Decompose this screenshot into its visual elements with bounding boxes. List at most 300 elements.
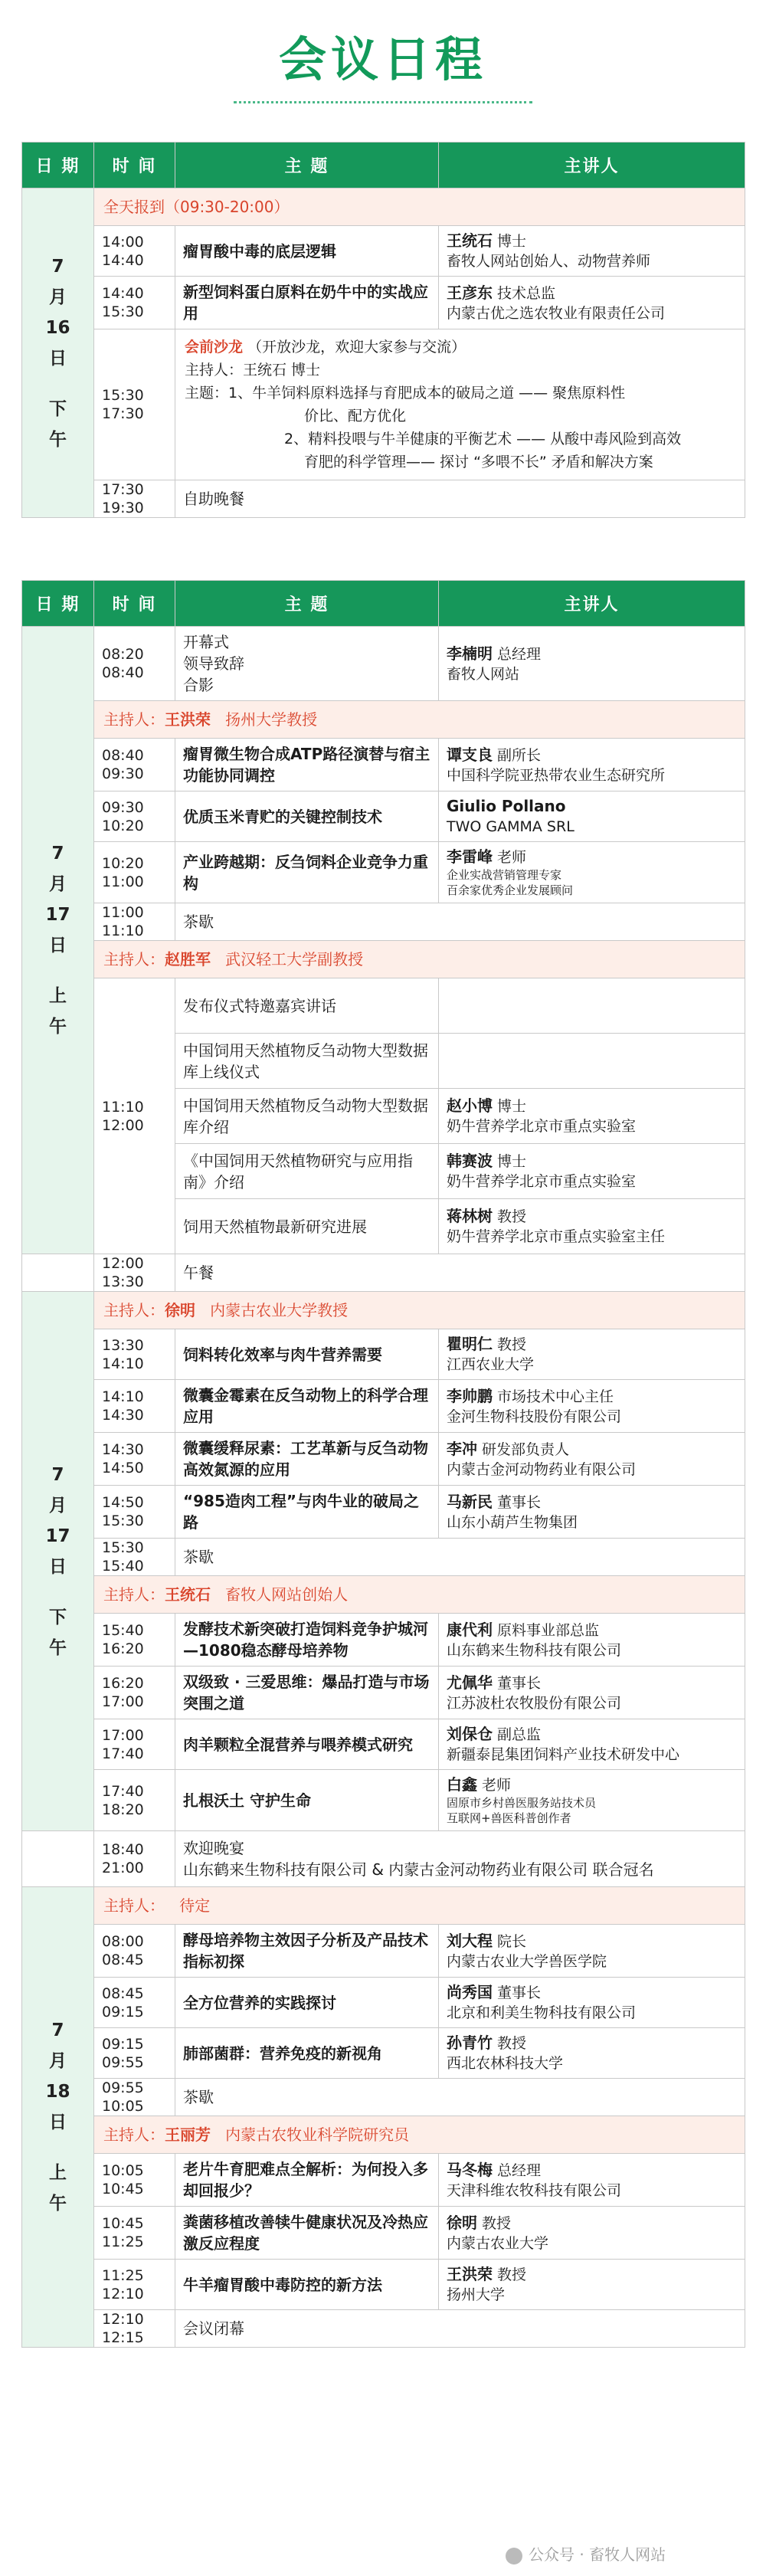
speaker-name: 李冲 xyxy=(447,1439,477,1458)
speaker-cell xyxy=(439,2028,745,2079)
table-row xyxy=(22,1614,745,1667)
time-start: 08:45 xyxy=(102,1984,144,2002)
time-cell xyxy=(94,277,175,329)
time-end: 09:55 xyxy=(102,2053,144,2071)
day-cell xyxy=(22,188,94,518)
time-cell xyxy=(94,2260,175,2310)
host-row xyxy=(22,2116,745,2154)
host-org: 武汉轻工大学副教授 xyxy=(225,950,364,968)
topic-cell: 中国饲用天然植物反刍动物大型数据库上线仪式 xyxy=(175,1034,439,1089)
speaker-name: 马新民 xyxy=(447,1492,493,1511)
speaker-org: 奶牛营养学北京市重点实验室主任 xyxy=(447,1228,666,1245)
topic-cell: 瘤胃微生物合成ATP路径演替与宿主功能协同调控 xyxy=(175,739,439,791)
time-end: 17:00 xyxy=(102,1693,144,1710)
time-start: 09:55 xyxy=(102,2079,144,2096)
speaker-role: 教授 xyxy=(497,1208,527,1225)
table-row xyxy=(22,480,745,518)
table-row xyxy=(22,842,745,903)
allday-row xyxy=(22,188,745,226)
time-end: 09:15 xyxy=(102,2003,144,2020)
time-end: 21:00 xyxy=(102,1860,144,1876)
time-cell xyxy=(94,739,175,791)
day-char: 上 xyxy=(49,986,67,1006)
speaker-role: 院长 xyxy=(497,1932,527,1950)
table-row xyxy=(22,1667,745,1719)
topic-cell: 肉羊颗粒全混营养与喂养模式研究 xyxy=(175,1719,439,1770)
host-org: 扬州大学教授 xyxy=(225,710,318,729)
header-time: 时 间 xyxy=(94,143,175,188)
topic-cell: 发布仪式特邀嘉宾讲话 xyxy=(175,978,439,1034)
day-char: 上 xyxy=(49,2163,67,2183)
time-start: 15:30 xyxy=(102,387,144,404)
speaker-cell xyxy=(439,1089,745,1144)
speaker-name: Giulio Pollano xyxy=(447,797,566,815)
day-char: 下 xyxy=(49,398,67,419)
speaker-name: 康代利 xyxy=(447,1620,493,1639)
speaker-org: 内蒙古金河动物药业有限公司 xyxy=(447,1460,637,1478)
speaker-org-2: 互联网+兽医科普创作者 xyxy=(447,1811,571,1825)
time-start: 17:30 xyxy=(102,481,144,498)
table-row xyxy=(22,1978,745,2028)
speaker-name: 白鑫 xyxy=(447,1775,477,1794)
time-end: 11:00 xyxy=(102,873,144,890)
time-start: 14:10 xyxy=(102,1388,144,1405)
speaker-name: 王彦东 xyxy=(447,283,493,302)
table-row xyxy=(22,791,745,842)
speaker-org: 山东鹤来生物科技有限公司 xyxy=(447,1641,622,1659)
time-end: 14:10 xyxy=(102,1355,144,1372)
speaker-org: 内蒙古农业大学 xyxy=(447,2234,549,2252)
host-row xyxy=(22,701,745,739)
speaker-role: 总经理 xyxy=(497,645,542,663)
speaker-role: 董事长 xyxy=(497,1984,542,2001)
day-char: 午 xyxy=(49,1017,67,1037)
topic-cell: 发酵技术新突破打造饲料竞争护城河—1080稳态酵母培养物 xyxy=(175,1614,439,1667)
day-char: 7 xyxy=(51,2020,64,2040)
topic-cell: 酵母培养物主效因子分析及产品技术指标初探 xyxy=(175,1925,439,1978)
speaker-role: 教授 xyxy=(497,2035,527,2052)
host-org: 待定 xyxy=(179,1896,211,1915)
day-char: 7 xyxy=(51,256,64,277)
topic-cell: 双级致 · 三爱思维：爆品打造与市场突围之道 xyxy=(175,1667,439,1719)
speaker-org: 江苏波杜农牧股份有限公司 xyxy=(447,1694,622,1712)
time-start: 09:15 xyxy=(102,2035,144,2053)
host-name: 赵胜军 xyxy=(165,950,211,968)
speaker-cell xyxy=(439,2260,745,2310)
time-start: 17:40 xyxy=(102,1782,144,1800)
salon-cell xyxy=(175,329,745,480)
time-cell xyxy=(94,627,175,701)
speaker-cell xyxy=(439,1380,745,1433)
speaker-role: 原料事业部总监 xyxy=(497,1621,600,1639)
host-row xyxy=(22,1887,745,1925)
day-char: 18 xyxy=(45,2082,70,2102)
time-cell xyxy=(94,1329,175,1380)
speaker-name: 王统石 xyxy=(447,231,493,250)
title-divider xyxy=(234,101,532,103)
table-row xyxy=(22,2154,745,2207)
day-char: 日 xyxy=(49,348,67,369)
banquet-sponsor: 山东鹤来生物科技有限公司 & 内蒙古金河动物药业有限公司 联合冠名 xyxy=(183,1860,654,1879)
speaker-cell xyxy=(439,1199,745,1254)
speaker-org: 天津科维农牧科技有限公司 xyxy=(447,2181,622,2199)
time-start: 14:00 xyxy=(102,233,144,251)
topic-cell: 全方位营养的实践探讨 xyxy=(175,1978,439,2028)
table-row xyxy=(22,1770,745,1831)
banquet-row xyxy=(22,1831,745,1887)
time-cell xyxy=(94,1925,175,1978)
host-name: 王统石 xyxy=(165,1585,211,1604)
speaker-role: 研发部负责人 xyxy=(482,1440,570,1458)
speaker-cell xyxy=(439,1667,745,1719)
speaker-org: 扬州大学 xyxy=(447,2286,506,2303)
time-cell xyxy=(94,791,175,842)
speaker-org: 内蒙古农业大学兽医学院 xyxy=(447,1952,607,1970)
opening-item: 合影 xyxy=(183,676,214,694)
table-row xyxy=(22,1486,745,1539)
speaker-org: 新疆泰昆集团饲料产业技术研发中心 xyxy=(447,1746,680,1763)
speaker-cell xyxy=(439,627,745,701)
speaker-org: 畜牧人网站创始人、动物营养师 xyxy=(447,253,651,270)
speaker-name: 刘保仓 xyxy=(447,1725,493,1743)
speaker-name: 李帅鹏 xyxy=(447,1386,493,1405)
time-cell xyxy=(94,978,175,1254)
schedule-table-day1 xyxy=(21,142,745,518)
host-org: 内蒙古农牧业科学院研究员 xyxy=(225,2125,410,2144)
host-row xyxy=(22,1576,745,1614)
watermark-text: 公众号 · 畜牧人网站 xyxy=(529,2545,666,2564)
salon-title: 会前沙龙 xyxy=(185,339,244,356)
host-label: 主持人： xyxy=(103,710,165,729)
time-cell xyxy=(94,1486,175,1539)
speaker-cell xyxy=(439,1329,745,1380)
schedule-table-day2 xyxy=(21,580,745,2348)
day-cell-empty xyxy=(22,1831,94,1887)
host-label: 主持人： xyxy=(103,950,165,968)
speaker-role: 教授 xyxy=(482,2214,512,2232)
time-start: 16:20 xyxy=(102,1675,144,1692)
table-row xyxy=(22,2260,745,2310)
day-char: 7 xyxy=(51,844,64,864)
host-cell xyxy=(94,1887,745,1925)
time-start: 12:10 xyxy=(102,2311,144,2328)
speaker-org: 中国科学院亚热带农业生态研究所 xyxy=(447,766,666,784)
speaker-name: 蒋林树 xyxy=(447,1207,493,1225)
speaker-role: 总经理 xyxy=(497,2161,542,2179)
salon-row xyxy=(22,329,745,480)
topic-cell: 新型饲料蛋白原料在奶牛中的实战应用 xyxy=(175,277,439,329)
host-cell xyxy=(94,701,745,739)
time-cell xyxy=(94,2207,175,2260)
host-label: 主持人： xyxy=(103,1896,165,1915)
speaker-role: 老师 xyxy=(497,849,527,866)
speaker-org: 金河生物科技股份有限公司 xyxy=(447,1408,622,1425)
speaker-role: 博士 xyxy=(497,1098,527,1115)
speaker-name: 谭支良 xyxy=(447,745,493,764)
host-label: 主持人： xyxy=(103,1301,165,1319)
speaker-cell xyxy=(439,842,745,903)
speaker-cell xyxy=(439,1433,745,1486)
header-day: 日 期 xyxy=(22,143,94,188)
speaker-cell xyxy=(439,978,745,1034)
time-cell xyxy=(94,1667,175,1719)
salon-line-3: 2、精料投喂与牛羊健康的平衡艺术 —— 从酸中毒风险到高效 xyxy=(284,431,682,447)
speaker-name: 尤佩华 xyxy=(447,1673,493,1692)
speaker-role: 副所长 xyxy=(497,746,542,764)
speaker-cell xyxy=(439,791,745,842)
host-org: 畜牧人网站创始人 xyxy=(225,1585,349,1604)
speaker-cell xyxy=(439,2154,745,2207)
time-start: 13:30 xyxy=(102,1336,144,1354)
time-start: 14:30 xyxy=(102,1441,144,1458)
table-row xyxy=(22,739,745,791)
speaker-role: 博士 xyxy=(497,1153,527,1170)
time-start: 11:00 xyxy=(102,904,144,921)
speaker-role: 技术总监 xyxy=(497,284,556,302)
topic-cell: 产业跨越期：反刍饲料企业竞争力重构 xyxy=(175,842,439,903)
speaker-org: 西北农林科技大学 xyxy=(447,2055,564,2072)
time-end: 11:25 xyxy=(102,2234,144,2250)
speaker-name: 王洪荣 xyxy=(447,2265,493,2283)
speaker-org: 奶牛营养学北京市重点实验室 xyxy=(447,1118,637,1135)
speaker-role: 老师 xyxy=(482,1777,512,1794)
speaker-cell xyxy=(439,1978,745,2028)
day-cell xyxy=(22,627,94,1254)
salon-line-2: 价比、配方优化 xyxy=(304,408,407,424)
speaker-cell xyxy=(439,1144,745,1199)
time-start: 11:25 xyxy=(102,2266,144,2284)
page-title: 会议日程 xyxy=(278,31,487,87)
table-row xyxy=(22,2028,745,2079)
day-cell-empty xyxy=(22,1254,94,1292)
speaker-cell xyxy=(439,1719,745,1770)
banquet-title: 欢迎晚宴 xyxy=(183,1839,244,1857)
host-cell xyxy=(94,941,745,978)
topic-cell: 微囊金霉素在反刍动物上的科学合理应用 xyxy=(175,1380,439,1433)
topic-cell: 粪菌移植改善犊牛健康状况及冷热应激反应程度 xyxy=(175,2207,439,2260)
allday-cell: 全天报到（09:30-20:00） xyxy=(94,188,745,226)
event-cell: 午餐 xyxy=(175,1254,745,1292)
day-char: 17 xyxy=(45,905,70,925)
time-start: 09:30 xyxy=(102,798,144,816)
time-start: 15:30 xyxy=(102,1539,144,1556)
time-cell xyxy=(94,903,175,941)
watermark xyxy=(506,2542,666,2565)
topic-cell: 牛羊瘤胃酸中毒防控的新方法 xyxy=(175,2260,439,2310)
speaker-role: 教授 xyxy=(497,1336,527,1353)
speaker-cell xyxy=(439,1034,745,1089)
time-start: 17:00 xyxy=(102,1726,144,1744)
host-row xyxy=(22,1292,745,1329)
day-char: 17 xyxy=(45,1526,70,1546)
header-day: 日 期 xyxy=(22,581,94,627)
time-cell xyxy=(94,329,175,480)
day-char: 午 xyxy=(49,2194,67,2214)
speaker-role: 教授 xyxy=(497,2266,527,2283)
speaker-org: 固原市乡村兽医服务站技术员 xyxy=(447,1796,597,1810)
day-char: 月 xyxy=(49,1495,67,1516)
time-start: 10:20 xyxy=(102,854,144,872)
time-start: 14:40 xyxy=(102,285,144,302)
topic-cell: 肺部菌群：营养免疫的新视角 xyxy=(175,2028,439,2079)
time-start: 14:50 xyxy=(102,1494,144,1511)
table-row xyxy=(22,1380,745,1433)
opening-row xyxy=(22,627,745,701)
host-cell xyxy=(94,1292,745,1329)
time-end: 18:20 xyxy=(102,1801,144,1818)
event-cell: 茶歇 xyxy=(175,2079,745,2116)
time-end: 17:40 xyxy=(102,1745,144,1762)
banquet-cell xyxy=(175,1831,745,1887)
time-end: 10:05 xyxy=(102,2098,144,2115)
header-topic: 主 题 xyxy=(175,143,439,188)
time-end: 09:30 xyxy=(102,765,144,782)
speaker-name: 徐明 xyxy=(447,2213,477,2232)
day-char: 7 xyxy=(51,1464,64,1485)
time-cell xyxy=(94,1380,175,1433)
time-cell xyxy=(94,1254,175,1292)
speaker-name: 李楠明 xyxy=(447,644,493,663)
table-row xyxy=(22,1719,745,1770)
host-name: 徐明 xyxy=(165,1301,195,1319)
time-end: 10:20 xyxy=(102,817,144,834)
day-char: 午 xyxy=(49,1637,67,1658)
time-cell xyxy=(94,2079,175,2116)
speaker-name: 瞿明仁 xyxy=(447,1335,493,1353)
speaker-name: 马冬梅 xyxy=(447,2160,493,2179)
speaker-cell xyxy=(439,1770,745,1831)
time-cell xyxy=(94,1719,175,1770)
launch-row xyxy=(22,978,745,1034)
time-start: 10:05 xyxy=(102,2162,144,2179)
day-char: 日 xyxy=(49,1556,67,1577)
speaker-name: 李雷峰 xyxy=(447,847,493,866)
time-start: 11:10 xyxy=(102,1098,144,1116)
opening-items xyxy=(175,627,439,701)
host-cell xyxy=(94,1576,745,1614)
host-row xyxy=(22,941,745,978)
speaker-role: 董事长 xyxy=(497,1674,542,1692)
topic-cell: 微囊缓释尿素：工艺革新与反刍动物高效氮源的应用 xyxy=(175,1433,439,1486)
salon-line-1: 主题：1、牛羊饲料原料选择与育肥成本的破局之道 —— 聚焦原料性 xyxy=(185,385,626,401)
time-end: 15:30 xyxy=(102,1512,144,1529)
speaker-org: 北京和利美生物科技有限公司 xyxy=(447,2004,637,2021)
event-cell: 自助晚餐 xyxy=(175,480,745,518)
speaker-name: 尚秀国 xyxy=(447,1983,493,2001)
table-row xyxy=(22,1329,745,1380)
time-end: 19:30 xyxy=(102,500,144,516)
time-cell xyxy=(94,2310,175,2348)
speaker-name: 刘大程 xyxy=(447,1931,493,1950)
speaker-org: TWO GAMMA SRL xyxy=(447,818,574,835)
speaker-role: 董事长 xyxy=(497,1493,542,1511)
speaker-role: 博士 xyxy=(497,233,527,250)
time-cell xyxy=(94,1770,175,1831)
time-cell xyxy=(94,2028,175,2079)
host-label: 主持人： xyxy=(103,2125,165,2144)
header-topic: 主 题 xyxy=(175,581,439,627)
speaker-org: 山东小葫芦生物集团 xyxy=(447,1513,578,1531)
speaker-cell xyxy=(439,1925,745,1978)
day-char: 日 xyxy=(49,936,67,955)
time-end: 08:40 xyxy=(102,664,144,681)
topic-cell: 《中国饲用天然植物研究与应用指南》介绍 xyxy=(175,1144,439,1199)
time-cell xyxy=(94,842,175,903)
host-cell xyxy=(94,2116,745,2154)
day-char: 下 xyxy=(49,1607,67,1627)
topic-cell: 扎根沃土 守护生命 xyxy=(175,1770,439,1831)
lunch-row xyxy=(22,1254,745,1292)
time-end: 15:30 xyxy=(102,303,144,320)
opening-item: 开幕式 xyxy=(183,633,229,651)
speaker-name: 赵小博 xyxy=(447,1096,493,1115)
day-char: 16 xyxy=(45,317,70,338)
opening-item: 领导致辞 xyxy=(183,654,244,673)
event-cell: 茶歇 xyxy=(175,1539,745,1576)
speaker-role: 副总监 xyxy=(497,1726,542,1743)
header-time: 时 间 xyxy=(94,581,175,627)
time-end: 12:10 xyxy=(102,2285,144,2302)
time-start: 15:40 xyxy=(102,1622,144,1639)
table-row xyxy=(22,2079,745,2116)
time-end: 15:40 xyxy=(102,1558,144,1575)
time-cell xyxy=(94,2154,175,2207)
host-name: 王洪荣 xyxy=(165,710,211,729)
speaker-org: 奶牛营养学北京市重点实验室 xyxy=(447,1173,637,1190)
speaker-org: 畜牧人网站 xyxy=(447,665,520,683)
speaker-name: 韩赛波 xyxy=(447,1152,493,1170)
speaker-org: 企业实战营销管理专家 xyxy=(447,868,562,882)
speaker-cell xyxy=(439,739,745,791)
header-speaker: 主讲人 xyxy=(439,143,745,188)
table-row xyxy=(22,1433,745,1486)
time-start: 08:00 xyxy=(102,1933,144,1950)
topic-cell: “985造肉工程”与肉牛业的破局之路 xyxy=(175,1486,439,1539)
speaker-cell xyxy=(439,1614,745,1667)
table-row xyxy=(22,2207,745,2260)
time-start: 10:45 xyxy=(102,2215,144,2232)
time-cell xyxy=(94,480,175,518)
salon-host: 主持人：王统石 博士 xyxy=(185,362,321,379)
time-end: 14:40 xyxy=(102,251,144,269)
header-speaker: 主讲人 xyxy=(439,581,745,627)
time-start: 18:40 xyxy=(102,1841,144,1858)
table-row xyxy=(22,226,745,277)
speaker-cell xyxy=(439,1486,745,1539)
day-char: 日 xyxy=(49,2112,67,2132)
time-cell xyxy=(94,1978,175,2028)
time-cell xyxy=(94,1433,175,1486)
time-end: 12:00 xyxy=(102,1116,144,1134)
time-start: 08:20 xyxy=(102,646,144,663)
time-end: 12:15 xyxy=(102,2329,144,2346)
topic-cell: 老片牛育肥难点全解析：为何投入多却回报少？ xyxy=(175,2154,439,2207)
time-cell xyxy=(94,1539,175,1576)
table-row xyxy=(22,277,745,329)
day-char: 午 xyxy=(49,429,67,450)
host-name: 王丽芳 xyxy=(165,2125,211,2144)
time-end: 14:50 xyxy=(102,1460,144,1476)
time-end: 14:30 xyxy=(102,1407,144,1424)
table-row xyxy=(22,903,745,941)
time-end: 16:20 xyxy=(102,1640,144,1657)
event-cell: 会议闭幕 xyxy=(175,2310,745,2348)
topic-cell: 优质玉米青贮的关键控制技术 xyxy=(175,791,439,842)
speaker-org: 内蒙古优之选农牧业有限责任公司 xyxy=(447,304,666,322)
time-cell xyxy=(94,1831,175,1887)
speaker-role: 市场技术中心主任 xyxy=(497,1388,614,1405)
speaker-name: 孙青竹 xyxy=(447,2034,493,2052)
